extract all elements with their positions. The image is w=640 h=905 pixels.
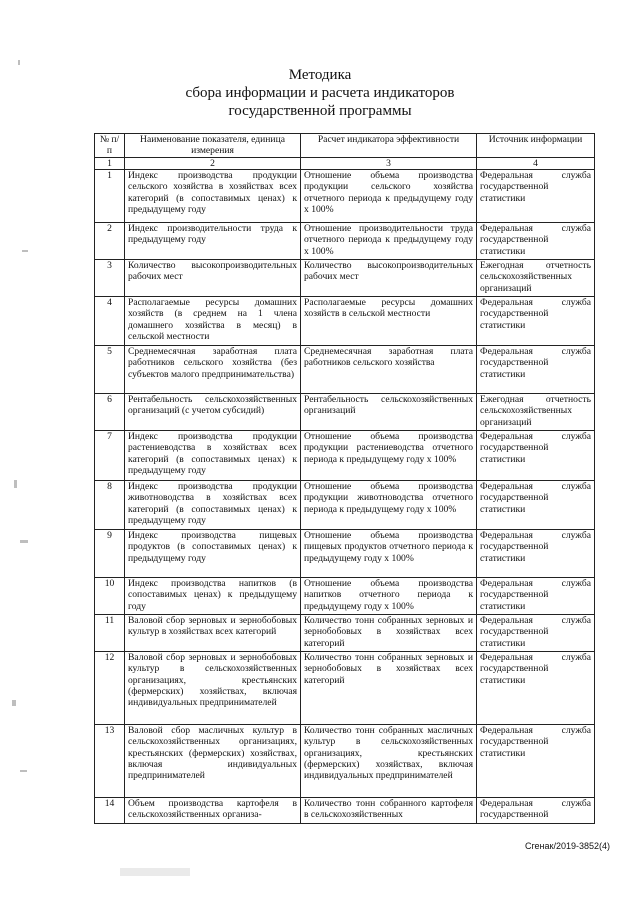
indicator-source: Федеральная служба государственной статистики [477, 615, 595, 652]
table-row [95, 223, 595, 260]
scan-mark [20, 540, 28, 543]
table-row [95, 431, 595, 481]
table-row [95, 394, 595, 431]
indicator-source: Федеральная служба государственной [477, 798, 595, 824]
row-number: 13 [95, 725, 125, 798]
indicator-name: Количество высокопроизводительных рабочих мест [125, 260, 301, 297]
indicator-name: Индекс производства пищевых продуктов (в сопоставимых ценах) к предыдущему году [125, 530, 301, 578]
table-index-row [95, 158, 595, 170]
col-header-source: Источник информации [477, 134, 595, 158]
indicator-source: Федеральная служба государственной статистики [477, 346, 595, 394]
indicator-source: Федеральная служба государственной статистики [477, 725, 595, 798]
indicator-calculation: Количество тонн собранных зерновых и зернобобовых в хозяйствах всех категорий [301, 615, 477, 652]
table-row [95, 530, 595, 578]
indicator-source: Федеральная служба государственной статистики [477, 652, 595, 725]
indicator-calculation: Количество тонн собранных зерновых и зернобобовых в хозяйствах всех категорий [301, 652, 477, 725]
col-index: 4 [477, 158, 595, 170]
doc-subtitle-line2: государственной программы [228, 103, 412, 119]
row-number: 14 [95, 798, 125, 824]
indicator-name: Валовой сбор зерновых и зернобобовых культур в сельскохозяйственных организациях, крестьянских (фермерских) хозяйствах, включая индивидуальных предпринимателей [125, 652, 301, 725]
table-row [95, 798, 595, 824]
indicator-name: Индекс производства продукции животноводства в хозяйствах всех категорий (в сопоставимых ценах) к предыдущему году [125, 481, 301, 530]
table-row [95, 297, 595, 346]
row-number: 2 [95, 223, 125, 260]
col-index: 1 [95, 158, 125, 170]
row-number: 9 [95, 530, 125, 578]
indicator-source: Федеральная служба государственной статистики [477, 578, 595, 615]
indicator-name: Рентабельность сельскохозяйственных организаций (с учетом субсидий) [125, 394, 301, 431]
row-number: 11 [95, 615, 125, 652]
row-number: 10 [95, 578, 125, 615]
indicator-source: Федеральная служба государственной статистики [477, 431, 595, 481]
indicator-source: Федеральная служба государственной статистики [477, 170, 595, 223]
table-row [95, 481, 595, 530]
indicator-name: Индекс производительности труда к предыдущему году [125, 223, 301, 260]
scan-mark [12, 700, 16, 706]
table-row [95, 615, 595, 652]
indicator-name: Среднемесячная заработная плата работников сельского хозяйства (без субъектов малого предпринимательства) [125, 346, 301, 394]
doc-subtitle-line1: сбора информации и расчета индикаторов [185, 85, 455, 101]
table-header-row [95, 134, 595, 158]
indicator-table [94, 133, 595, 824]
indicator-source: Федеральная служба государственной статистики [477, 223, 595, 260]
indicator-name: Объем производства картофеля в сельскохозяйственных организа- [125, 798, 301, 824]
indicator-source: Федеральная служба государственной статистики [477, 530, 595, 578]
row-number: 6 [95, 394, 125, 431]
scan-mark [18, 60, 20, 65]
row-number: 12 [95, 652, 125, 725]
indicator-source: Федеральная служба государственной статистики [477, 481, 595, 530]
table-row [95, 346, 595, 394]
indicator-calculation: Отношение объема производства продукции сельского хозяйства отчетного периода к предыдущему году х 100% [301, 170, 477, 223]
row-number: 5 [95, 346, 125, 394]
row-number: 7 [95, 431, 125, 481]
indicator-calculation: Отношение объема производства пищевых продуктов отчетного периода к предыдущему году х 100% [301, 530, 477, 578]
row-number: 3 [95, 260, 125, 297]
indicator-source: Ежегодная отчетность сельскохозяйственных организаций [477, 394, 595, 431]
indicator-calculation: Среднемесячная заработная плата работников сельского хозяйства [301, 346, 477, 394]
row-number: 1 [95, 170, 125, 223]
col-header-number: № п/п [95, 134, 125, 158]
row-number: 4 [95, 297, 125, 346]
indicator-calculation: Отношение объема производства продукции растениеводства отчетного периода к предыдущему году х 100% [301, 431, 477, 481]
table-row [95, 578, 595, 615]
indicator-calculation: Количество тонн собранного картофеля в сельскохозяйственных [301, 798, 477, 824]
scan-mark [20, 770, 27, 772]
indicator-calculation: Количество высокопроизводительных рабочих мест [301, 260, 477, 297]
table-row [95, 725, 595, 798]
col-header-name: Наименование показателя, единица измерения [125, 134, 301, 158]
scan-mark [14, 480, 17, 488]
indicator-calculation: Отношение производительности труда отчетного периода к предыдущему году х 100% [301, 223, 477, 260]
indicator-name: Индекс производства продукции растениеводства в хозяйствах всех категорий (в сопоставимых ценах) к предыдущему году [125, 431, 301, 481]
indicator-name: Валовой сбор масличных культур в сельскохозяйственных организациях, крестьянских (фермерских) хозяйствах, включая индивидуальных предпринимателей [125, 725, 301, 798]
scan-mark [22, 250, 28, 252]
col-header-calc: Расчет индикатора эффективности [301, 134, 477, 158]
document-code: Сгенак/2019-3852(4) [524, 841, 610, 851]
indicator-name: Валовой сбор зерновых и зернобобовых культур в хозяйствах всех категорий [125, 615, 301, 652]
indicator-calculation: Рентабельность сельскохозяйственных организаций [301, 394, 477, 431]
indicator-source: Федеральная служба государственной статистики [477, 297, 595, 346]
col-index: 3 [301, 158, 477, 170]
indicator-name: Индекс производства напитков (в сопоставимых ценах) к предыдущему году [125, 578, 301, 615]
indicator-calculation: Отношение объема производства напитков отчетного периода к предыдущему году х 100% [301, 578, 477, 615]
indicator-calculation: Располагаемые ресурсы домашних хозяйств в сельской местности [301, 297, 477, 346]
indicator-name: Располагаемые ресурсы домашних хозяйств (в среднем на 1 члена домашнего хозяйства в месяц) в сельской местности [125, 297, 301, 346]
col-index: 2 [125, 158, 301, 170]
scan-smudge [120, 868, 190, 876]
indicator-source: Ежегодная отчетность сельскохозяйственных организаций [477, 260, 595, 297]
table-row [95, 652, 595, 725]
indicator-calculation: Количество тонн собранных масличных культур в сельскохозяйственных организациях, крестьянских (фермерских) хозяйствах, включая индивидуальных предпринимателей [301, 725, 477, 798]
table-row [95, 260, 595, 297]
table-row [95, 170, 595, 223]
row-number: 8 [95, 481, 125, 530]
indicator-name: Индекс производства продукции сельского хозяйства в хозяйствах всех категорий (в сопоставимых ценах) к предыдущему году [125, 170, 301, 223]
indicator-calculation: Отношение объема производства продукции животноводства отчетного периода к предыдущему году х 100% [301, 481, 477, 530]
doc-title: Методика [288, 67, 352, 83]
